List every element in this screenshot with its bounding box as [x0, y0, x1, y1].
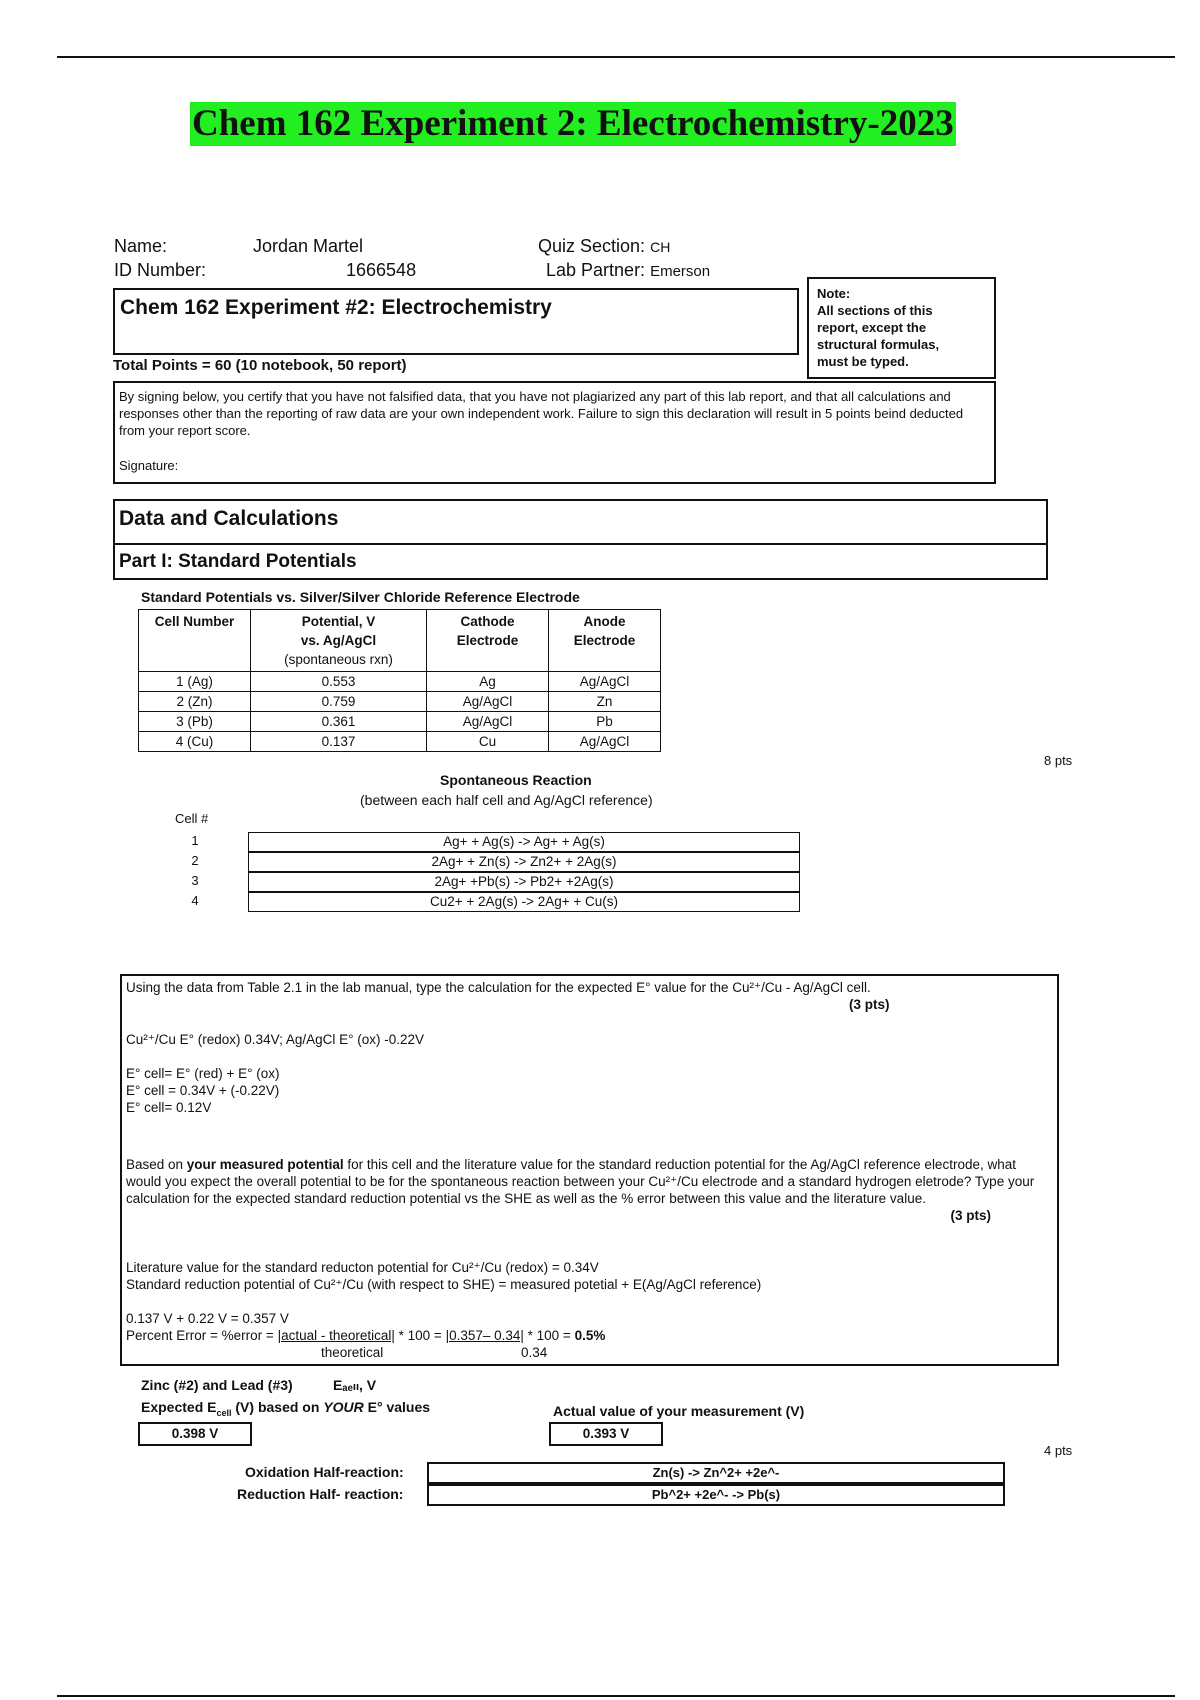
potentials-table	[138, 609, 661, 752]
answer-line: 0.137 V + 0.22 V = 0.357 V	[126, 1311, 289, 1326]
reaction-cell-number: 1	[191, 833, 199, 848]
percent-error-denominators: theoretical 0.34	[321, 1345, 548, 1360]
id-label: ID Number:	[114, 260, 207, 280]
cell-anode: Pb	[549, 712, 661, 732]
part1-box	[113, 545, 1048, 580]
oxidation-label: Oxidation Half-reaction:	[245, 1464, 404, 1480]
reaction-row: 2Ag+ + Zn(s) -> Zn2+ + 2Ag(s)	[248, 852, 800, 872]
cell-potential: 0.361	[251, 712, 427, 732]
table-row	[139, 692, 661, 712]
calculation-box	[120, 974, 1059, 1366]
answer-line: Standard reduction potential of Cu²⁺/Cu (with respect to SHE) = measured potetial + E(Ag/AgCl reference)	[126, 1277, 762, 1292]
col-header-anode: Anode Electrode	[549, 610, 661, 672]
cell-number: 1 (Ag)	[139, 672, 251, 692]
declaration-text: By signing below, you certify that you have not falsified data, that you have not plagiarized any part of this lab report, and that all calculations and responses other than the reporting of raw data are your own independent work. Failure to sign this declaration will result in 5 points beind deducted from your report score.	[119, 389, 964, 438]
cell-potential: 0.137	[251, 732, 427, 752]
table-caption: Standard Potentials vs. Silver/Silver Chloride Reference Electrode	[141, 589, 580, 605]
zinc-lead-heading: Zinc (#2) and Lead (#3)	[141, 1377, 293, 1393]
potentials-table-wrap	[138, 609, 661, 752]
question-2-points: (3 pts)	[950, 1208, 991, 1223]
cell-number: 2 (Zn)	[139, 692, 251, 712]
cell-cathode: Cu	[427, 732, 549, 752]
cell-anode: Ag/AgCl	[549, 732, 661, 752]
cell-cathode: Ag/AgCl	[427, 712, 549, 732]
top-rule	[57, 56, 1175, 58]
cell-potential: 0.553	[251, 672, 427, 692]
note-box	[807, 277, 996, 379]
table-header-row	[139, 610, 661, 672]
name-label: Name:	[114, 236, 168, 256]
note-line: All sections of this	[817, 303, 933, 318]
note-line: report, except the	[817, 320, 927, 335]
quiz-section-label-text: Quiz Section:	[538, 236, 646, 256]
note-line: must be typed.	[817, 354, 909, 369]
lab-partner-label-text: Lab Partner:	[546, 260, 646, 280]
total-points: Total Points = 60 (10 notebook, 50 report)	[113, 357, 407, 374]
oxidation-half-reaction: Zn(s) -> Zn^2+ +2e^-	[427, 1462, 1005, 1484]
points-8: 8 pts	[1044, 753, 1073, 768]
col-header-potential: Potential, V vs. Ag/AgCl (spontaneous rxn)	[251, 610, 427, 672]
ecell-label: Eₐₑₗₗ, V	[333, 1377, 377, 1393]
data-calculations-box	[113, 499, 1048, 545]
cell-number: 4 (Cu)	[139, 732, 251, 752]
bottom-rule	[57, 1695, 1175, 1697]
quiz-section-value: CH	[650, 239, 671, 255]
quiz-section-label	[538, 235, 670, 258]
report-title: Chem 162 Experiment #2: Electrochemistry	[120, 296, 552, 319]
data-calculations-heading: Data and Calculations	[119, 507, 339, 530]
actual-measurement-value: 0.393 V	[549, 1422, 663, 1446]
reduction-label: Reduction Half- reaction:	[237, 1486, 404, 1502]
cell-potential: 0.759	[251, 692, 427, 712]
note-line: structural formulas,	[817, 337, 940, 352]
question-1-points: (3 pts)	[849, 997, 890, 1012]
spontaneous-title: Spontaneous Reaction	[440, 772, 592, 788]
part1-heading: Part I: Standard Potentials	[119, 551, 357, 572]
col-header-cell-number: Cell Number	[139, 610, 251, 672]
table-row	[139, 672, 661, 692]
declaration-box	[113, 381, 996, 484]
cell-anode: Zn	[549, 692, 661, 712]
actual-measurement-label: Actual value of your measurement (V)	[553, 1403, 805, 1419]
lab-partner-label	[546, 259, 710, 283]
reaction-row: Cu2+ + 2Ag(s) -> 2Ag+ + Cu(s)	[248, 892, 800, 912]
signature-label: Signature:	[119, 458, 179, 473]
expected-ecell-label: Expected $E_{cell}$ (V) based on YOUR E° values	[141, 1399, 431, 1418]
table-row	[139, 712, 661, 732]
note-heading: Note:	[817, 286, 851, 301]
col-header-cathode: Cathode Electrode	[427, 610, 549, 672]
cell-cathode: Ag	[427, 672, 549, 692]
id-value: 1666548	[346, 260, 417, 280]
document-title: Chem 162 Experiment 2: Electrochemistry-2023	[192, 103, 954, 144]
answer-line: E° cell = 0.34V + (-0.22V)	[126, 1083, 280, 1098]
question-2: Based on your measured potential for this cell and the literature value for the standard reduction potential for the Ag/AgCl reference electrode, what would you expect the overall potential to be for the spontaneous reaction between your Cu²⁺/Cu electrode and a standard hydrogen eletrode? Type your calculation for the expected standard reduction potential vs the SHE as well as the % error between this value and the literature value.	[126, 1157, 1035, 1206]
name-value: Jordan Martel	[253, 236, 364, 256]
expected-ecell-value: 0.398 V	[138, 1422, 252, 1446]
reaction-cell-number: 2	[191, 853, 199, 868]
reaction-row: Ag+ + Ag(s) -> Ag+ + Ag(s)	[248, 832, 800, 852]
reaction-cell-number: 3	[191, 873, 199, 888]
answer-line: Literature value for the standard reducton potential for Cu²⁺/Cu (redox) = 0.34V	[126, 1260, 599, 1275]
points-4: 4 pts	[1044, 1443, 1073, 1458]
cell-anode: Ag/AgCl	[549, 672, 661, 692]
question-1: Using the data from Table 2.1 in the lab manual, type the calculation for the expected E° value for the Cu²⁺/Cu - Ag/AgCl cell.	[126, 980, 871, 995]
reduction-half-reaction: Pb^2+ +2e^- -> Pb(s)	[427, 1484, 1005, 1506]
lab-partner-value: Emerson	[650, 263, 711, 280]
answer-line: E° cell= 0.12V	[126, 1100, 212, 1115]
report-title-box	[113, 288, 799, 355]
answer-line: Cu²⁺/Cu E° (redox) 0.34V; Ag/AgCl E° (ox) -0.22V	[126, 1032, 425, 1047]
spontaneous-subtitle: (between each half cell and Ag/AgCl reference)	[360, 792, 653, 808]
table-row	[139, 732, 661, 752]
reaction-cell-number: 4	[191, 893, 199, 908]
cell-number-label: Cell #	[175, 811, 209, 826]
answer-line: E° cell= E° (red) + E° (ox)	[126, 1066, 280, 1081]
cell-number: 3 (Pb)	[139, 712, 251, 732]
reaction-row: 2Ag+ +Pb(s) -> Pb2+ +2Ag(s)	[248, 872, 800, 892]
percent-error-line: Percent Error = %error = |actual - theoretical| * 100 = |0.357– 0.34| * 100 = 0.5%	[126, 1328, 606, 1343]
cell-cathode: Ag/AgCl	[427, 692, 549, 712]
